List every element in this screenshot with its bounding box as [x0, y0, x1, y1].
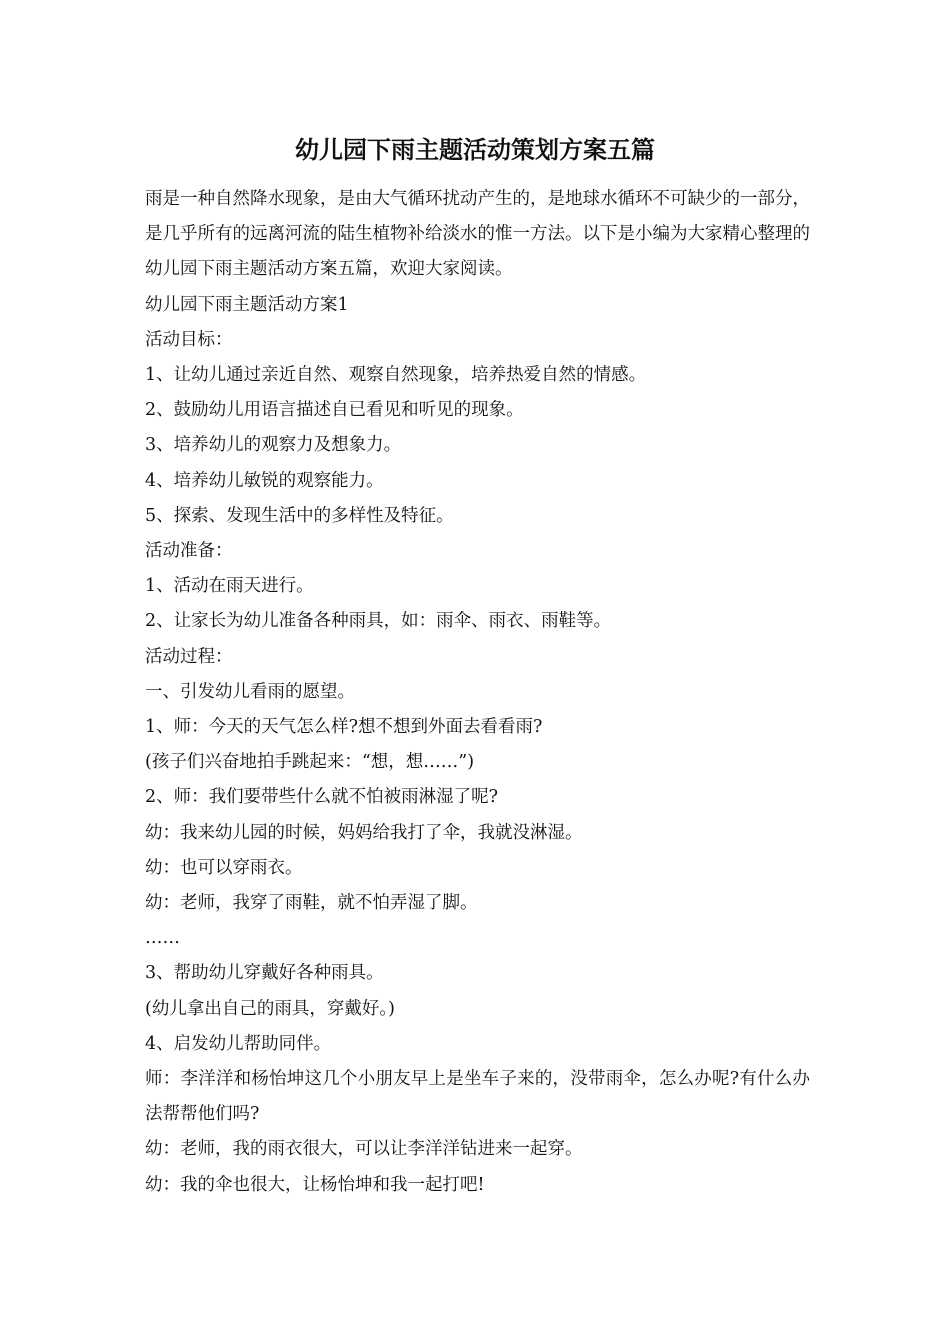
- process-step: 4、启发幼儿帮助同伴。: [145, 1033, 332, 1054]
- ellipsis-line: ……: [145, 928, 180, 949]
- section-heading-preparation: 活动准备：: [145, 541, 233, 562]
- document-title: 幼儿园下雨主题活动策划方案五篇: [295, 135, 655, 164]
- preparation-item: 1、活动在雨天进行。: [145, 576, 314, 597]
- dialogue-line: 幼：我来幼儿园的时候，妈妈给我打了伞，我就没淋湿。: [145, 822, 583, 843]
- dialogue-line: 幼：也可以穿雨衣。: [145, 857, 303, 878]
- section-heading-plan-1: 幼儿园下雨主题活动方案1: [145, 294, 349, 315]
- intro-paragraph: 雨是一种自然降水现象，是由大气循环扰动产生的，是地球水循环不可缺少的一部分，是几乎所有的远离河流的陆生植物补给淡水的惟一方法。以下是小编为大家精心整理的幼儿园下雨主题活动方案五篇，欢迎大家阅读。: [145, 189, 810, 280]
- goal-item: 3、培养幼儿的观察力及想象力。: [145, 435, 402, 456]
- dialogue-line: (幼儿拿出自己的雨具，穿戴好。): [145, 998, 395, 1019]
- dialogue-line: 幼：我的伞也很大，让杨怡坤和我一起打吧!: [145, 1174, 485, 1195]
- process-step: 3、帮助幼儿穿戴好各种雨具。: [145, 963, 384, 984]
- section-heading-process: 活动过程：: [145, 646, 233, 667]
- dialogue-line: 幼：老师，我穿了雨鞋，就不怕弄湿了脚。: [145, 893, 478, 914]
- dialogue-line: (孩子们兴奋地拍手跳起来：“想，想……”): [145, 752, 475, 773]
- dialogue-line: 师：李洋洋和杨怡坤这几个小朋友早上是坐车子来的，没带雨伞，怎么办呢?有什么办法帮帮他们吗?: [145, 1069, 810, 1125]
- goal-item: 4、培养幼儿敏锐的观察能力。: [145, 470, 384, 491]
- preparation-item: 2、让家长为幼儿准备各种雨具，如：雨伞、雨衣、雨鞋等。: [145, 611, 612, 632]
- process-step-heading: 一、引发幼儿看雨的愿望。: [145, 681, 355, 702]
- dialogue-line: 2、师：我们要带些什么就不怕被雨淋湿了呢?: [145, 787, 499, 808]
- dialogue-line: 1、师：今天的天气怎么样?想不想到外面去看看雨?: [145, 717, 543, 738]
- goal-item: 2、鼓励幼儿用语言描述自已看见和听见的现象。: [145, 400, 524, 421]
- document-body: [145, 182, 810, 1203]
- section-heading-goals: 活动目标：: [145, 329, 233, 350]
- goal-item: 5、探索、发现生活中的多样性及特征。: [145, 505, 454, 526]
- dialogue-line: 幼：老师，我的雨衣很大，可以让李洋洋钻进来一起穿。: [145, 1139, 583, 1160]
- goal-item: 1、让幼儿通过亲近自然、观察自然现象，培养热爱自然的情感。: [145, 365, 647, 386]
